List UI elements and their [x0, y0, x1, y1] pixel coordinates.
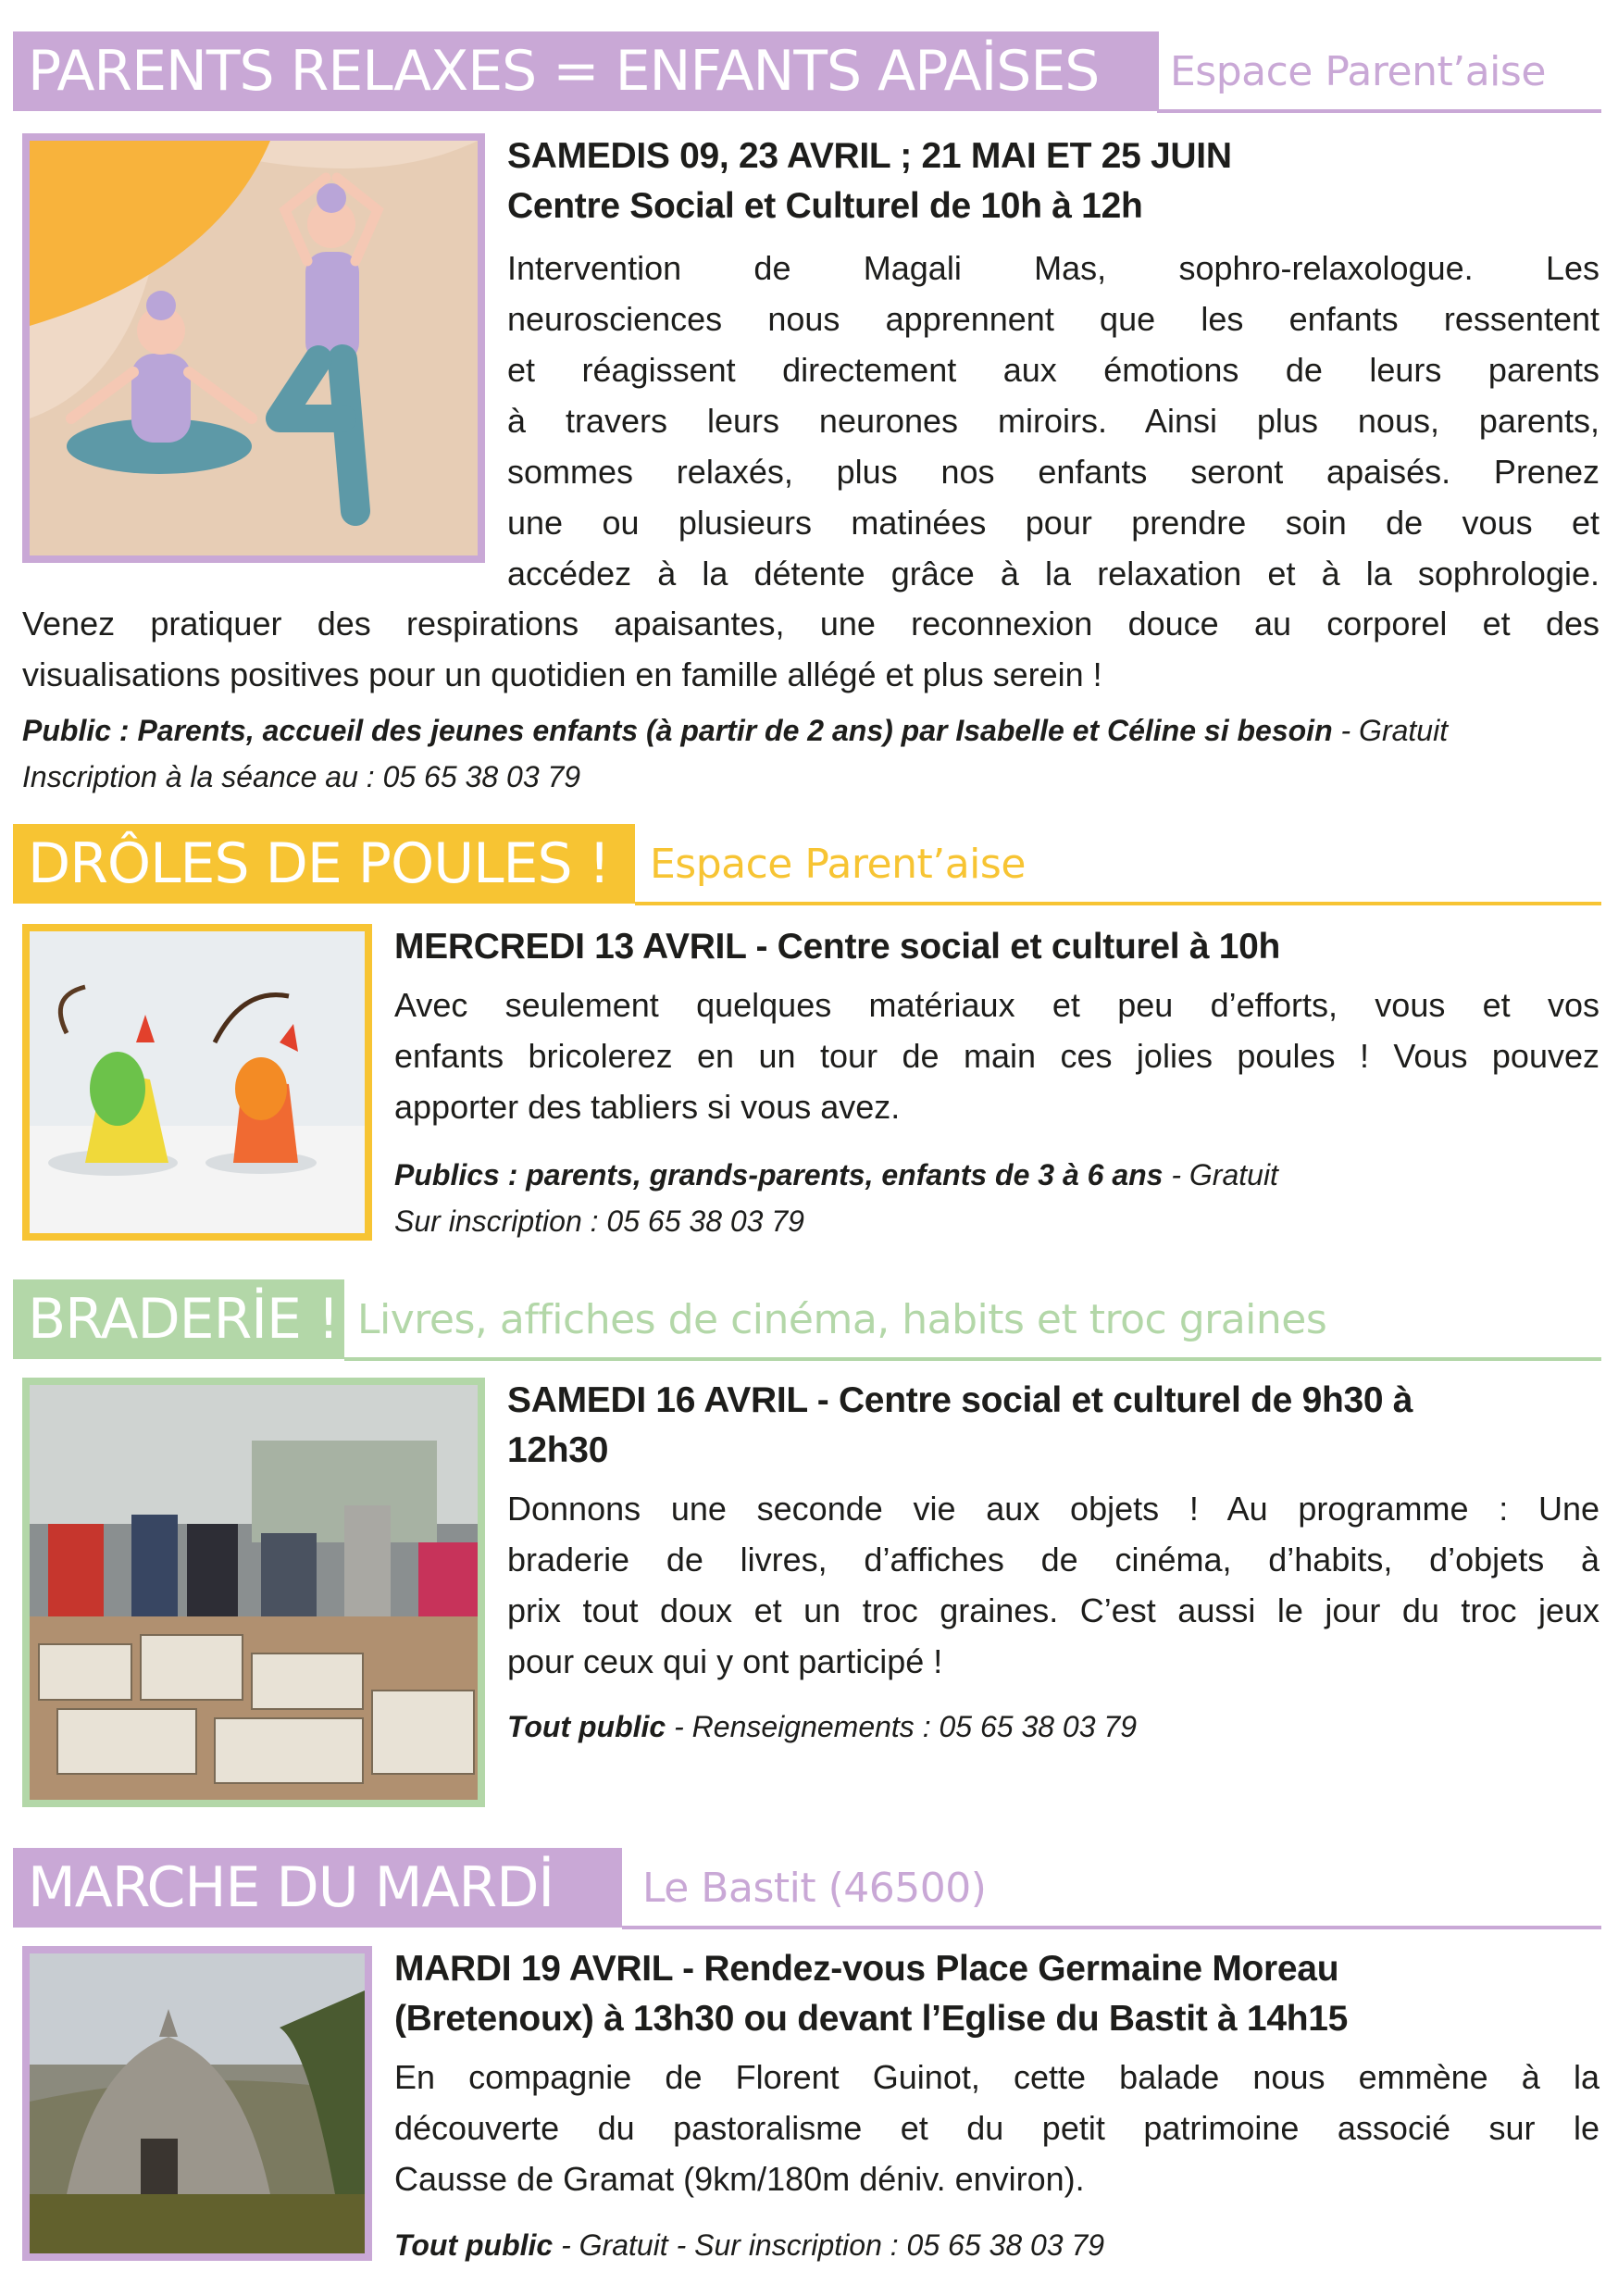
section-title: DRÔLES DE POULES ! [28, 831, 610, 896]
public-contact: - Gratuit - Sur inscription : 05 65 38 03 79 [553, 2228, 1105, 2262]
public-price: - Gratuit [1163, 1158, 1278, 1192]
description-line: une ou plusieurs matinées pour prendre soin de vous et [507, 504, 1599, 542]
event-description [394, 2052, 1599, 2204]
public-label: Tout public [507, 1710, 666, 1743]
description-line: Donnons une seconde vie aux objets ! Au programme : Une [507, 1490, 1599, 1528]
event-inscription: Inscription à la séance au : 05 65 38 03 79 [22, 760, 581, 793]
public-label: Publics : parents, grands-parents, enfants de 3 à 6 ans [394, 1158, 1164, 1192]
description-line: En compagnie de Florent Guinot, cette balade nous emmène à la [394, 2058, 1599, 2096]
section-subtitle: Le Bastit (46500) [642, 1865, 987, 1912]
section-droles-de-poules [0, 815, 1618, 1278]
event-public [394, 2222, 1104, 2268]
description-line: enfants bricolerez en un tour de main ces jolies poules ! Vous pouvez [394, 1037, 1599, 1075]
public-price: - Gratuit [1332, 714, 1449, 747]
event-heading-line-1: MARDI 19 AVRIL - Rendez-vous Place Germaine Moreau [394, 1949, 1339, 1989]
section-title-banner [13, 1279, 344, 1359]
yoga-illustration [22, 133, 485, 563]
event-inscription: Sur inscription : 05 65 38 03 79 [394, 1204, 804, 1238]
event-heading-line-2: 12h30 [507, 1430, 609, 1470]
description-line: accédez à la détente grâce à la relaxation et à la sophrologie. [507, 555, 1599, 593]
description-line: visualisations positives pour un quotidien en famille allégé et plus serein ! [22, 655, 1102, 693]
section-title-banner [13, 1848, 622, 1928]
description-line: braderie de livres, d’affiches de cinéma, d’habits, d’objets à [507, 1541, 1599, 1578]
easter-hens-photo [22, 924, 372, 1241]
description-line: apporter des tabliers si vous avez. [394, 1088, 901, 1126]
event-date: SAMEDIS 09, 23 AVRIL ; 21 MAI ET 25 JUIN [507, 136, 1232, 176]
event-public [507, 1703, 1137, 1750]
event-heading-line-1: SAMEDI 16 AVRIL - Centre social et culturel de 9h30 à [507, 1380, 1413, 1420]
event-public [22, 707, 1448, 754]
public-label: Tout public [394, 2228, 554, 2262]
description-line: Avec seulement quelques matériaux et peu d’efforts, vous et vos [394, 986, 1599, 1024]
description-line: et réagissent directement aux émotions de leurs parents [507, 351, 1599, 389]
event-heading-line-2: (Bretenoux) à 13h30 ou devant l’Eglise du Bastit à 14h15 [394, 1999, 1349, 2039]
description-line: pour ceux qui y ont participé ! [507, 1642, 943, 1680]
event-heading: MERCREDI 13 AVRIL - Centre social et culturel à 10h [394, 927, 1281, 967]
section-rule [635, 902, 1601, 905]
section-parents-relaxes [0, 0, 1618, 805]
section-title: PARENTS RELAXES = ENFANTS APAİSES [28, 39, 1100, 104]
event-description [507, 243, 1599, 599]
section-rule [622, 1926, 1601, 1929]
description-line: Intervention de Magali Mas, sophro-relaxologue. Les [507, 249, 1599, 287]
public-contact: - Renseignements : 05 65 38 03 79 [666, 1710, 1137, 1743]
event-public [394, 1152, 1278, 1198]
section-title-banner [13, 31, 1159, 111]
description-line: prix tout doux et un troc graines. C’est aussi le jour du troc jeux [507, 1591, 1599, 1629]
section-braderie [0, 1274, 1618, 1829]
description-line: Venez pratiquer des respirations apaisantes, une reconnexion douce au corporel et des [22, 605, 1599, 643]
event-description-full [22, 598, 1599, 700]
stone-hut-photo [22, 1946, 372, 2261]
section-title: BRADERİE ! [28, 1287, 339, 1352]
section-title: MARCHE DU MARDİ [28, 1855, 554, 1920]
public-label: Public : Parents, accueil des jeunes enfants (à partir de 2 ans) par Isabelle et Céline si besoin [22, 714, 1333, 747]
description-line: sommes relaxés, plus nos enfants seront apaisés. Prenez [507, 453, 1599, 491]
braderie-photo [22, 1378, 485, 1807]
section-rule [344, 1357, 1601, 1361]
description-line: découverte du pastoralisme et du petit patrimoine associé sur le [394, 2109, 1599, 2147]
description-line: neurosciences nous apprennent que les enfants ressentent [507, 300, 1599, 338]
section-marche-du-mardi [0, 1842, 1618, 2296]
section-subtitle: Espace Parent’aise [1170, 48, 1546, 95]
event-place: Centre Social et Culturel de 10h à 12h [507, 186, 1143, 226]
event-description [507, 1483, 1599, 1687]
description-line: Causse de Gramat (9km/180m déniv. environ). [394, 2160, 1085, 2198]
description-line: à travers leurs neurones miroirs. Ainsi plus nous, parents, [507, 402, 1599, 440]
event-description [394, 980, 1599, 1132]
section-subtitle: Livres, affiches de cinéma, habits et troc graines [357, 1296, 1327, 1343]
section-subtitle: Espace Parent’aise [650, 841, 1026, 888]
section-title-banner [13, 824, 635, 904]
section-rule [1157, 109, 1601, 113]
